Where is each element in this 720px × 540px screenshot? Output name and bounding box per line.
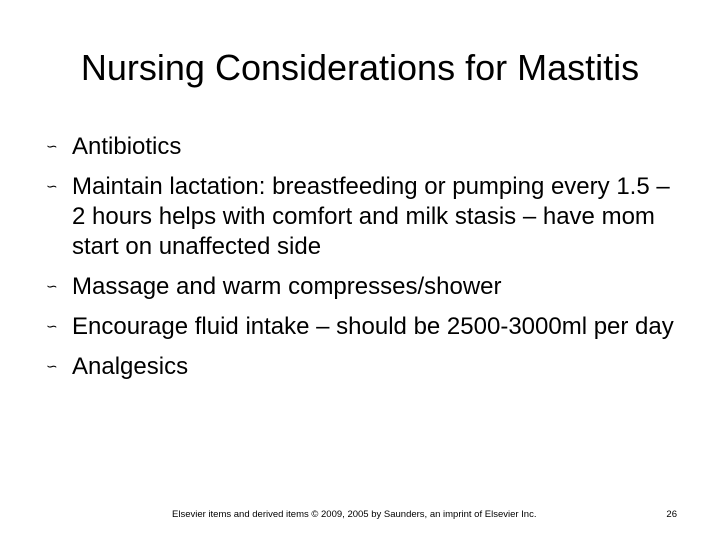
list-item (46, 172, 686, 262)
wave-bullet-icon: ∽ (46, 179, 58, 195)
wave-bullet-icon: ∽ (46, 139, 58, 155)
list-item (46, 272, 686, 302)
list-item (46, 352, 686, 382)
bullet-text: Massage and warm compresses/shower (72, 273, 502, 300)
bullet-text: Maintain lactation: breastfeeding or pumping every 1.5 – 2 hours helps with comfort and milk stasis – have mom start on unaffected side (72, 173, 670, 260)
bullet-list (46, 132, 686, 392)
bullet-text: Analgesics (72, 353, 189, 380)
wave-bullet-icon: ∽ (46, 359, 58, 375)
wave-bullet-icon: ∽ (46, 319, 58, 335)
slide-title: Nursing Considerations for Mastitis (80, 47, 640, 88)
list-item (46, 132, 686, 162)
wave-bullet-icon: ∽ (46, 279, 58, 295)
page-number: 26 (666, 509, 677, 520)
list-item (46, 312, 686, 342)
bullet-text: Encourage fluid intake – should be 2500-3000ml per day (72, 313, 674, 340)
copyright-footer: Elsevier items and derived items © 2009, 2005 by Saunders, an imprint of Elsevier Inc. (172, 509, 537, 520)
bullet-text: Antibiotics (72, 133, 182, 160)
